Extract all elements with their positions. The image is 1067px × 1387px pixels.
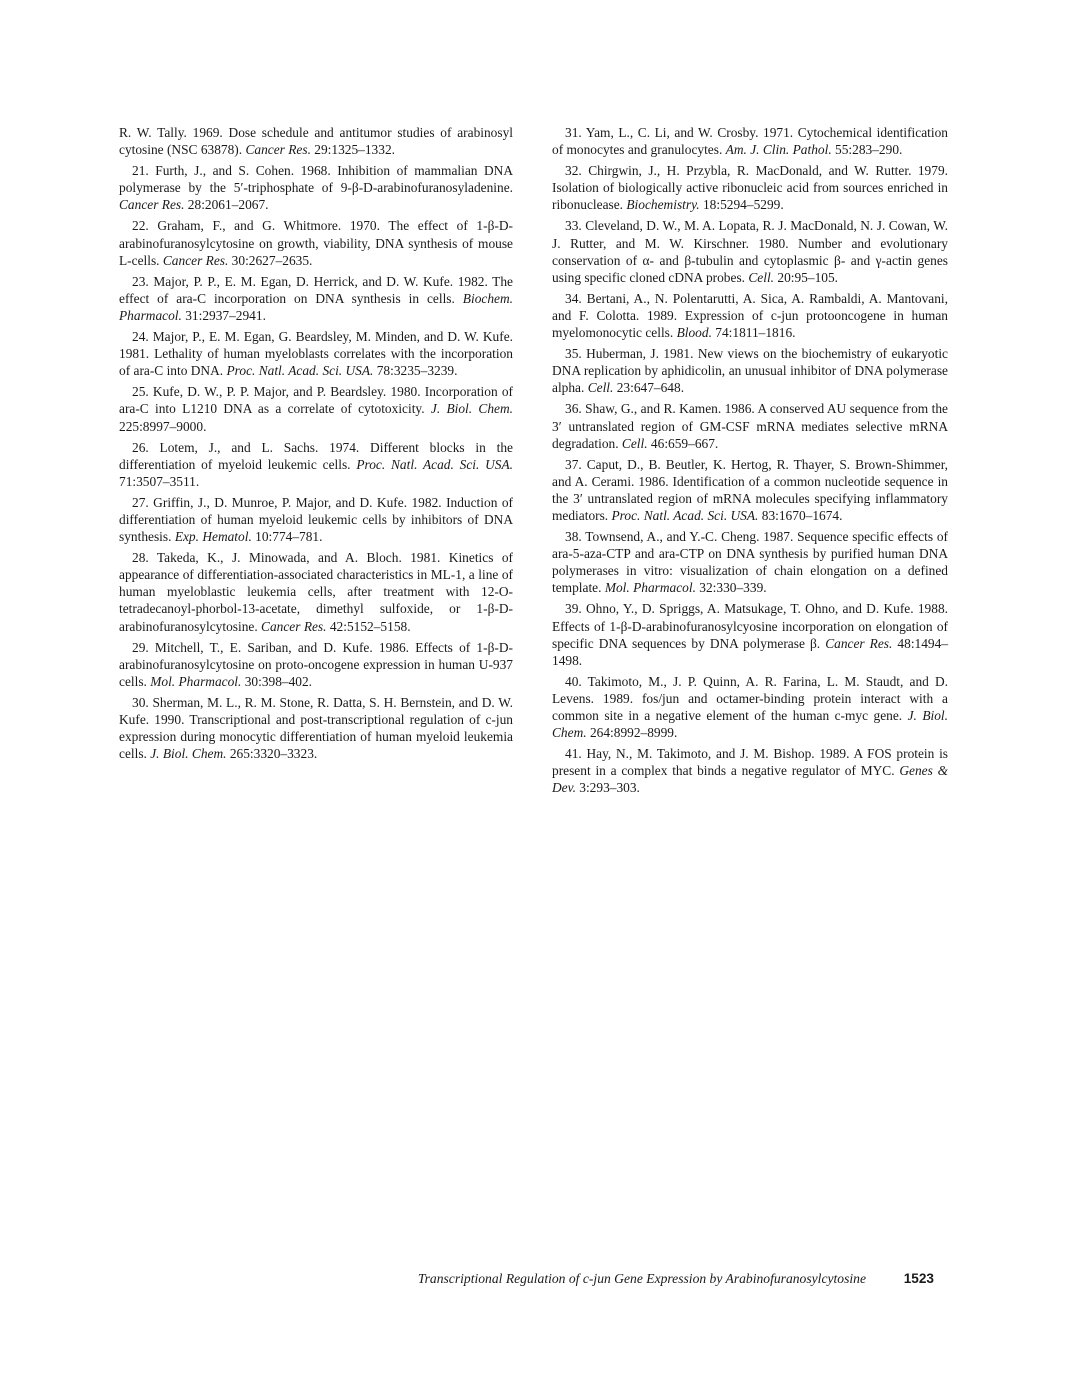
reference-text: 32. Chirgwin, J., H. Przybla, R. MacDonald, and W. Rutter. 1979. Isolation of biologically active ribonucleic acid from sources enriched in ribonuclease. — [552, 163, 948, 213]
reference-text: 40. Takimoto, M., J. P. Quinn, A. R. Farina, L. M. Staudt, and D. Levens. 1989. fos/jun and octamer-binding protein interact with a common site in a negative element of the human c-myc gene. — [552, 673, 948, 723]
reference-citation: 30:398–402. — [241, 673, 313, 689]
reference-entry — [119, 217, 513, 268]
reference-journal: Cancer Res. — [162, 252, 229, 268]
page-number: 1523 — [903, 1271, 934, 1286]
reference-citation: 264:8992–8999. — [586, 725, 678, 741]
reference-citation: 74:1811–1816. — [711, 325, 796, 341]
reference-journal: J. Biol. Chem. — [150, 746, 227, 762]
running-title: Transcriptional Regulation of c-jun Gene Expression by Arabinofuranosylcytosine — [417, 1271, 866, 1286]
reference-journal: Genes & Dev. — [552, 763, 948, 796]
reference-text: 27. Griffin, J., D. Munroe, P. Major, and D. Kufe. 1982. Induction of differentiation of human myeloid leukemic cells by inhibitors of DNA synthesis. — [119, 494, 513, 545]
reference-journal: Cancer Res. — [119, 197, 185, 213]
reference-text: 30. Sherman, M. L., R. M. Stone, R. Datta, S. H. Bernstein, and D. W. Kufe. 1990. Transcriptional and post-transcriptional regulation of c-jun expression during monocytic differentiation of human myeloid leukemia cells. — [119, 694, 513, 762]
reference-text: 38. Townsend, A., and Y.-C. Cheng. 1987. Sequence specific effects of ara-5-aza-CTP and ara-CTP on DNA synthesis by purified human DNA polymerases in vitro: visualization of chain elongation on a defined template. — [552, 529, 948, 596]
reference-text: 31. Yam, L., C. Li, and W. Crosby. 1971. Cytochemical identification of monocytes and granulocytes. — [552, 125, 948, 158]
reference-text: 36. Shaw, G., and R. Kamen. 1986. A conserved AU sequence from the 3′ untranslated region of GM-CSF mRNA mediates selective mRNA degradation. — [552, 401, 948, 451]
reference-entry — [552, 345, 948, 396]
reference-entry — [552, 400, 948, 451]
reference-text: 41. Hay, N., M. Takimoto, and J. M. Bishop. 1989. A FOS protein is present in a complex that binds a negative regulator of MYC. — [552, 746, 948, 779]
reference-entry — [119, 439, 513, 490]
reference-text: 22. Graham, F., and G. Whitmore. 1970. The effect of 1-β-D-arabinofuranosylcytosine on growth, viability, DNA synthesis of mouse L-cells. — [119, 218, 513, 268]
reference-journal: Blood. — [676, 325, 712, 341]
reference-citation: 83:1670–1674. — [758, 507, 843, 523]
reference-journal: Biochemistry. — [626, 197, 700, 213]
reference-journal: Proc. Natl. Acad. Sci. USA. — [226, 363, 374, 379]
reference-citation: 28:2061–2067. — [184, 197, 269, 213]
reference-citation: 31:2937–2941. — [181, 307, 266, 323]
reference-journal: Cell. — [587, 380, 614, 396]
reference-citation: 20:95–105. — [774, 269, 839, 285]
reference-citation: 46:659–667. — [647, 435, 719, 451]
reference-journal: Mol. Pharmacol. — [604, 580, 696, 596]
references-left-column — [119, 124, 513, 766]
reference-entry — [552, 600, 948, 668]
reference-text: 25. Kufe, D. W., P. P. Major, and P. Beardsley. 1980. Incorporation of ara-C into L1210 DNA as a correlate of cytotoxicity. — [119, 384, 513, 417]
reference-journal: Proc. Natl. Acad. Sci. USA. — [356, 456, 514, 472]
reference-entry — [119, 328, 513, 379]
reference-citation: 55:283–290. — [831, 142, 903, 158]
reference-entry — [552, 528, 948, 596]
reference-text: 29. Mitchell, T., E. Sariban, and D. Kufe. 1986. Effects of 1-β-D-arabinofuranosylcytosine on proto-oncogene expression in human U-937 cells. — [119, 639, 513, 689]
reference-entry — [552, 162, 948, 213]
reference-citation: 265:3320–3323. — [226, 746, 318, 762]
reference-text: 28. Takeda, K., J. Minowada, and A. Bloch. 1981. Kinetics of appearance of differentiation-associated characteristics in ML-1, a line of human myeloblastic leukemia cells, after treatment with 12-O-tetradecanoyl-phorbol-13-acetate, dimethyl sulfoxide, or 1-β-D-arabinofuranosylcytosine. — [119, 550, 513, 634]
reference-text: 35. Huberman, J. 1981. New views on the biochemistry of eukaryotic DNA replication by aphidicolin, an unusual inhibitor of DNA polymerase alpha. — [552, 346, 948, 396]
reference-citation: 32:330–339. — [695, 580, 767, 596]
reference-journal: Biochem. Pharmacol. — [119, 290, 513, 323]
reference-citation: 225:8997–9000. — [119, 418, 207, 434]
reference-citation: 29:1325–1332. — [310, 142, 395, 158]
reference-journal: Cell. — [748, 269, 775, 285]
reference-journal: J. Biol. Chem. — [552, 708, 949, 741]
reference-citation: 3:293–303. — [575, 780, 640, 796]
reference-entry — [119, 694, 513, 762]
reference-text: 24. Major, P., E. M. Egan, G. Beardsley, M. Minden, and D. W. Kufe. 1981. Lethality of human myeloblasts correlates with the incorporation of ara-C into DNA. — [119, 329, 513, 379]
reference-text: 26. Lotem, J., and L. Sachs. 1974. Different blocks in the differentiation of myeloid leukemic cells. — [119, 439, 513, 472]
references-right-column — [552, 124, 948, 800]
reference-text: 23. Major, P. P., E. M. Egan, D. Herrick, and D. W. Kufe. 1982. The effect of ara-C incorporation on DNA synthesis in cells. — [119, 273, 513, 306]
reference-citation: 18:5294–5299. — [699, 197, 784, 213]
reference-journal: Cell. — [621, 435, 648, 451]
reference-entry — [119, 549, 513, 634]
reference-entry — [119, 494, 513, 545]
reference-entry — [552, 673, 948, 741]
reference-citation: 30:2627–2635. — [228, 252, 313, 268]
reference-entry — [119, 162, 513, 213]
reference-citation: 78:3235–3239. — [373, 363, 458, 379]
reference-journal: Mol. Pharmacol. — [150, 673, 242, 689]
reference-citation: 42:5152–5158. — [326, 618, 411, 634]
reference-journal: Exp. Hematol. — [174, 529, 252, 545]
reference-journal: J. Biol. Chem. — [430, 401, 514, 417]
reference-citation: 71:3507–3511. — [119, 473, 200, 489]
reference-journal: Cancer Res. — [245, 142, 311, 158]
reference-journal: Cancer Res. — [261, 618, 327, 634]
reference-journal: Cancer Res. — [825, 635, 893, 651]
reference-entry — [552, 217, 948, 285]
reference-text: 21. Furth, J., and S. Cohen. 1968. Inhibition of mammalian DNA polymerase by the 5′-triphosphate of 9-β-D-arabinofuranosyladenine. — [119, 163, 513, 196]
reference-text: 34. Bertani, A., N. Polentarutti, A. Sica, A. Rambaldi, A. Mantovani, and F. Colotta. 1989. Expression of c-jun protooncogene in human myelomonocytic cells. — [552, 290, 948, 341]
reference-text: 33. Cleveland, D. W., M. A. Lopata, R. J. MacDonald, N. J. Cowan, W. J. Rutter, and M. W. Kirschner. 1980. Number and evolutionary conservation of α- and β-tubulin and cytoplasmic β- and γ-actin genes using specific cloned cDNA probes. — [552, 218, 948, 285]
reference-entry — [119, 639, 513, 690]
reference-citation: 10:774–781. — [251, 529, 323, 545]
reference-text: 37. Caput, D., B. Beutler, K. Hertog, R. Thayer, S. Brown-Shimmer, and A. Cerami. 1986. Identification of a common nucleotide sequence in the 3′ untranslated region of mRNA molecules specifying inflammatory mediators. — [552, 456, 948, 523]
reference-text: R. W. Tally. 1969. Dose schedule and antitumor studies of arabinosyl cytosine (NSC 63878). — [119, 125, 513, 158]
reference-entry — [119, 124, 513, 158]
reference-journal: Am. J. Clin. Pathol. — [725, 142, 832, 158]
reference-citation: 48:1494–1498. — [552, 635, 949, 668]
reference-entry — [119, 383, 513, 434]
reference-journal: Proc. Natl. Acad. Sci. USA. — [611, 507, 759, 523]
reference-text: 39. Ohno, Y., D. Spriggs, A. Matsukage, T. Ohno, and D. Kufe. 1988. Effects of 1-β-D-arabinofuranosylcyosine incorporation on elongation of specific DNA sequences by DNA polymerase β. — [552, 601, 948, 651]
reference-entry — [552, 124, 948, 158]
reference-entry — [119, 273, 513, 324]
reference-entry — [552, 290, 948, 341]
reference-entry — [552, 745, 948, 796]
reference-entry — [552, 456, 948, 524]
reference-citation: 23:647–648. — [613, 380, 685, 396]
